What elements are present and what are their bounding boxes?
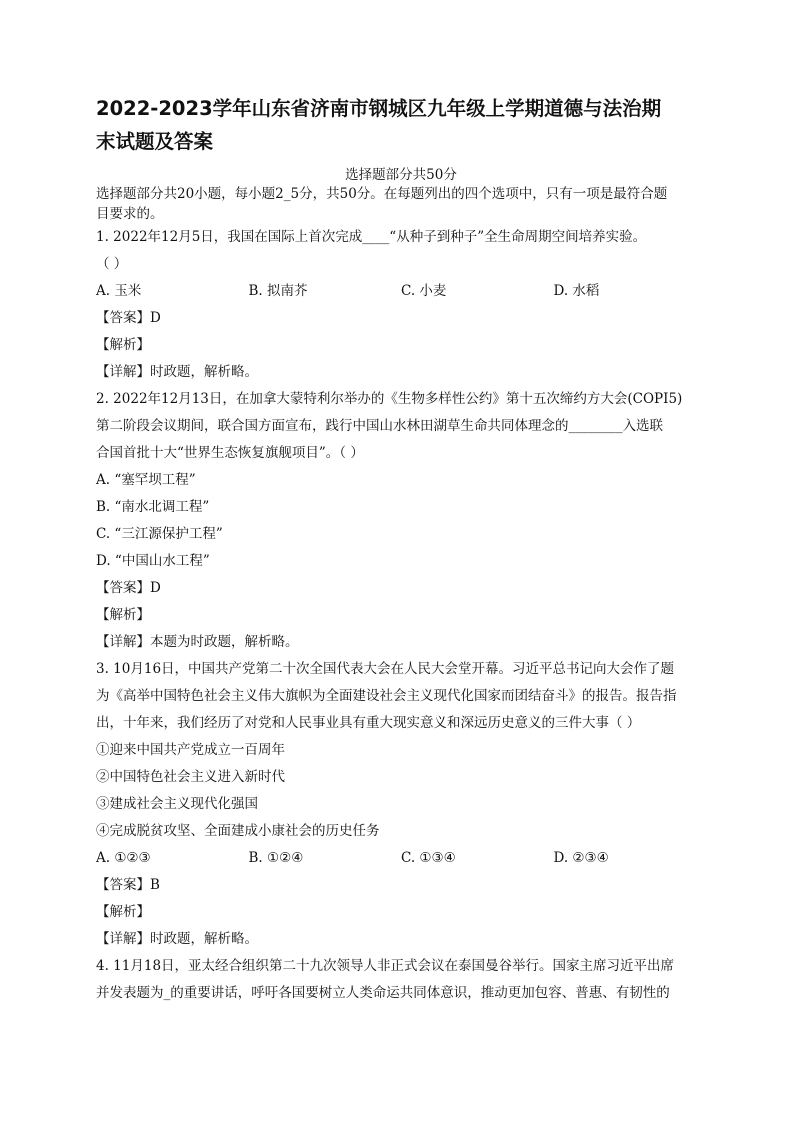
detail-line	[96, 926, 706, 953]
question-text-line: 为《高举中国特色社会主义伟大旗帜为全面建设社会主义现代化国家而团结奋斗》的报告。报告指	[96, 688, 677, 704]
title-line-1: 2022-2023学年山东省济南市钢城区九年级上学期道德与法治期	[96, 97, 662, 120]
statement-4: ④完成脱贫攻坚、全面建成小康社会的历史任务	[96, 823, 380, 839]
question-text-line: 出，十年来，我们经历了对党和人民事业具有重大现实意义和深远历史意义的三件大事（ ）	[96, 715, 641, 731]
question-2	[96, 386, 706, 656]
statement-2: ②中国特色社会主义进入新时代	[96, 769, 285, 785]
question-text-line: 1. 2022年12月5日，我国在国际上首次完成____“从种子到种子”全生命周期空间培养实验。	[96, 229, 647, 245]
section-title: 选择题部分共50分	[345, 167, 457, 183]
detail-tag: 【详解】	[96, 364, 150, 380]
document-title	[96, 92, 706, 158]
question-text-line: 并发表题为_的重要讲话，呼吁各国要树立人类命运共同体意识，推动更加包容、普惠、有韧性的	[96, 985, 670, 1001]
analysis-line	[96, 899, 706, 926]
option-a: A. 玉米	[96, 283, 142, 299]
option-a: A. ①②③	[96, 850, 151, 866]
detail-text: 时政题，解析略。	[150, 931, 258, 947]
question-text-line: 合国首批十大“世界生态恢复旗舰项目”。（ ）	[96, 445, 364, 461]
option-c: C. ①③④	[401, 850, 456, 866]
options-row	[96, 278, 706, 305]
option-a: A. “塞罕坝工程”	[96, 472, 196, 488]
detail-tag: 【详解】	[96, 634, 150, 650]
detail-text: 时政题，解析略。	[150, 364, 258, 380]
option-d: D. “中国山水工程”	[96, 553, 210, 569]
question-text-line: 第二阶段会议期间，联合国方面宣布，践行中国山水林田湖草生命共同体理念的________入选联	[96, 418, 663, 434]
intro-line-2: 目要求的。	[96, 206, 164, 222]
answer-value: D	[150, 310, 161, 326]
document-page	[96, 92, 706, 1007]
question-3	[96, 656, 706, 953]
analysis-tag: 【解析】	[96, 904, 150, 920]
question-text-line: （ ）	[96, 256, 128, 272]
option-c: C. 小麦	[401, 283, 447, 299]
answer-line	[96, 305, 706, 332]
answer-value: B	[150, 877, 160, 893]
option-b: B. 拟南芥	[248, 283, 308, 299]
answer-tag: 【答案】	[96, 877, 150, 893]
analysis-line	[96, 332, 706, 359]
option-d: D. 水稻	[553, 283, 600, 299]
answer-line	[96, 575, 706, 602]
detail-tag: 【详解】	[96, 931, 150, 947]
answer-tag: 【答案】	[96, 310, 150, 326]
statement-3: ③建成社会主义现代化强国	[96, 796, 258, 812]
analysis-tag: 【解析】	[96, 337, 150, 353]
analysis-tag: 【解析】	[96, 607, 150, 623]
question-1	[96, 224, 706, 386]
detail-text: 本题为时政题，解析略。	[150, 634, 299, 650]
answer-line	[96, 872, 706, 899]
question-text-line: 3. 10月16日，中国共产党第二十次全国代表大会在人民大会堂开幕。习近平总书记向大会作了题	[96, 661, 675, 677]
title-line-2: 末试题及答案	[96, 130, 214, 153]
question-text-line: 2. 2022年12月13日，在加拿大蒙特利尔举办的《生物多样性公约》第十五次缔约方大会(COPI5)	[96, 391, 683, 407]
analysis-line	[96, 602, 706, 629]
answer-value: D	[150, 580, 161, 596]
options-row	[96, 845, 706, 872]
statement-1: ①迎来中国共产党成立一百周年	[96, 742, 285, 758]
option-b: B. ①②④	[248, 850, 304, 866]
option-d: D. ②③④	[553, 850, 609, 866]
answer-tag: 【答案】	[96, 580, 150, 596]
option-c: C. “三江源保护工程”	[96, 526, 223, 542]
question-4	[96, 953, 706, 1007]
option-b: B. “南水北调工程”	[96, 499, 210, 515]
question-text-line: 4. 11月18日，亚太经合组织第二十九次领导人非正式会议在泰国曼谷举行。国家主席习近平出席	[96, 958, 675, 974]
detail-line	[96, 629, 706, 656]
detail-line	[96, 359, 706, 386]
intro-line-1: 选择题部分共20小题，每小题2_5分，共50分。在每题列出的四个选项中，只有一项是最符合题	[96, 186, 668, 202]
